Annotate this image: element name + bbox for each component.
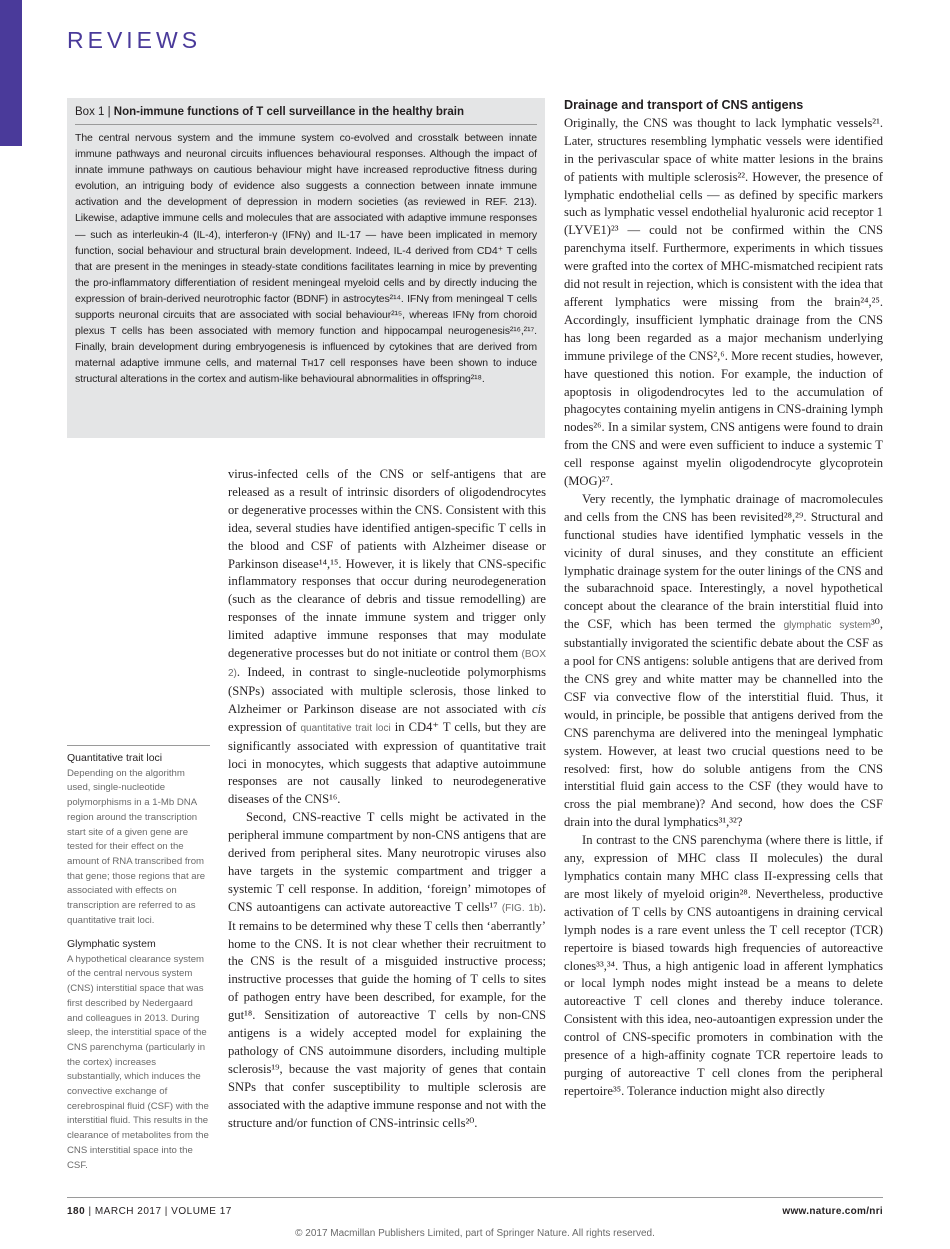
glossary-term: Glymphatic system — [67, 938, 156, 950]
glossary-entry — [67, 751, 210, 928]
glossary-entry — [67, 937, 210, 1173]
section-heading: Drainage and transport of CNS antigens — [564, 98, 804, 112]
box-label: Box 1 | — [75, 106, 114, 118]
box-body: The central nervous system and the immune system co-evolved and crosstalk between innate immune pathways and neuronal circuits influences behavioural responses. Although the impact of innate immune pathways on cautious behaviour might have increased reproductive fitness during evolution, an intriguing body of evidence also suggests a connection between innate immune activation and the development of depression in modern societies (as reviewed in REF. 213). Likewise, adaptive immune cells and molecules that are associated with adaptive immune responses — such as interleukin-4 (IL-4), interferon-γ (IFNγ) and IL-17 — have been implicated in memory function, social behaviour and structural brain development. Indeed, IL-4 derived from CD4⁺ T cells that are present in the meninges in steady-state conditions facilitates learning in mice by preventing the pro-inflammatory differentiation of resident meningeal myeloid cells and by directly inducing the expression of brain-derived neurotrophic factor (BDNF) in astrocytes²¹⁴. IFNγ from meningeal T cells supports neuronal circuits that are associated with social behaviour²¹⁵, whereas IFNγ from choroid plexus T cells has been associated with memory function and hippocampal neurogenesis²¹⁶,²¹⁷. Finally, brain development during embryogenesis is influenced by cytokines that are derived from maternal adaptive immune cells, and maternal Tн17 cell responses have been shown to induce structural alterations in the cortex and autism-like behavioural abnormalities in offspring²¹⁸. — [75, 132, 537, 386]
box-1 — [67, 98, 545, 438]
paragraph: In contrast to the CNS parenchyma (where there is little, if any, expression of MHC class II molecules) the dural lymphatics contain many MHC class II-expressing cells that are most likely of myeloid origin²⁸. Nevertheless, productive activation of T cells by CNS autoantigens in draining cervical lymph nodes is a rare event unless the T cell receptor (TCR) repertoire is biased towards high frequencies of autoreactive clones³³,³⁴. Thus, a high antigenic load in afferent lymphatics or local lymph nodes might instead be a means to delete autoreactive T cell clones and thereby induce tolerance. Consistent with this idea, neo-autoantigen expression under the control of CNS-specific promoters in combination with the presence of a high-affinity cognate TCR repertoire leads to purging of autoreactive T cell clones from the peripheral repertoire³⁵. Tolerance induction might also directly — [564, 833, 883, 1098]
glossary-term: Quantitative trait loci — [67, 752, 163, 764]
paragraph: Originally, the CNS was thought to lack lymphatic vessels²¹. Later, structures resembling lymphatic vessels were identified in the perivascular space of white matter lesions in the brains of patients with multiple sclerosis²². However, the presence of lymphatic endothelial cells — as defined by specific markers such as lymphatic vessel endothelial hyaluronic acid receptor 1 (LYVE1)²³ — could not be confirmed within the CNS parenchyma itself. Furthermore, experiments in which tissues were grafted into the cortex of MHC-mismatched recipient rats did not result in rejection, which is consistent with the idea that afferent lymphatics were missing from the brain²⁴,²⁵. Accordingly, insufficient lymphatic drainage from the CNS has long been regarded as a major mechanism underlying immune privilege of the CNS²,⁶. More recent studies, however, have questioned this notion. For example, the induction of apoptosis in oligodendrocytes led to the accumulation of phagocytes containing myelin antigens in CNS-draining lymph nodes²⁶. In a similar system, CNS antigens were found to drain from the CNS and were even sufficient to induce a systemic T cell response against myelin oligodendrocyte glycoprotein (MOG)²⁷. — [564, 115, 883, 489]
section-color-bar — [0, 0, 22, 146]
glossary-definition: Depending on the algorithm used, single-nucleotide polymorphisms in a 1-Mb DNA region around the transcription start site of a given gene are tested for their effect on the amount of RNA transcribed from that gene; those regions that are associated with effects on transcription are referred to as quantitative trait loci. — [67, 767, 206, 926]
box-title-text: Non-immune functions of T cell surveillance in the healthy brain — [113, 106, 464, 118]
box-reference-link[interactable]: (BOX 2) — [228, 649, 546, 679]
footer-left — [67, 1206, 232, 1217]
glossary-term-link[interactable]: quantitative trait loci — [300, 722, 391, 734]
footer-divider — [67, 1197, 883, 1198]
glossary-definition: A hypothetical clearance system of the central nervous system (CNS) interstitial space that was first described by Nedergaard and colleagues in 2013. During sleep, the interstitial space of the CNS parenchyma (particularly in the cortex) increases substantially, which induces the convective exchange of cerebrospinal fluid (CSF) with the interstitial fluid. This results in the clearance of metabolites from the CNS interstitial space into the CSF. — [67, 953, 209, 1171]
paragraph: Second, CNS-reactive T cells might be activated in the peripheral immune compartment by non-CNS antigens that are derived from peripheral sites. Many neurotropic viruses also have targets in the systemic compartment and trigger a systemic T cell response. In addition, ‘foreign’ mimotopes of CNS autoantigens can activate autoreactive T cells¹⁷ (FIG. 1b). It remains to be determined why these T cells then ‘aberrantly’ home to the CNS. It is not clear whether their recruitment to the CNS is the result of a misguided instructive process; instructive processes that guide the homing of T cells to sites of pathogen entry have been described, for example, for the gut¹⁸. Sensitization of autoreactive T cells by non-CNS antigens is a widely accepted model for explaining the pathology of CNS autoimmune disorders, including multiple sclerosis¹⁹, because the vast majority of genes that contain SNPs that confer susceptibility to multiple sclerosis are associated with the adaptive immune response and not with the structure and/or function of CNS-intrinsic cells²⁰. — [228, 810, 546, 1130]
paragraph: Very recently, the lymphatic drainage of macromolecules and cells from the CNS has been revisited²⁸,²⁹. Structural and functional studies have identified lymphatic vessels in the vicinity of dural sinuses, and they constitute an efficient lymphatic drainage system for the outer linings of the CNS and the subarachnoid space. Interestingly, a novel hypothetical concept about the clearance of the brain interstitial fluid into the CSF, which has been termed the glymphatic system³⁰, substantially invigorated the scientific debate about the CSF as a pool for CNS antigens: soluble antigens that are derived from the CNS grey and white matter may be channelled into the CSF via convective flow of the interstitial fluid. Thus, it would, in principle, be possible that antigens derived from the CNS parenchyma are delivered into the meningeal lymphatic system. However, at least two crucial questions need to be resolved: first, how do soluble antigens from the CNS interstitial fluid gain access to the CSF (they would have to cross the pial membrane)? And second, how does the CSF drain into the dural lymphatics³¹,³²? — [564, 491, 883, 830]
section-label: REVIEWS — [67, 27, 202, 53]
paragraph: virus-infected cells of the CNS or self-antigens that are released as a result of intrinsic disorders of oligodendrocytes or degenerative processes within the CNS. Consistent with this idea, several studies have identified antigen-specific T cells in the blood and CSF of patients with Alzheimer disease or Parkinson disease¹⁴,¹⁵. However, it is likely that CNS-specific inflammatory responses that occur during neurodegeneration (such as the clearance of debris and tissue remodelling) are responses of the innate immune system and trigger only limited adaptive immune responses that may modulate degenerative processes but do not initiate or control them (BOX 2). Indeed, in contrast to single-nucleotide polymorphisms (SNPs) associated with multiple sclerosis, those linked to Alzheimer or Parkinson disease are not associated with cis expression of quantitative trait loci in CD4⁺ T cells, but they are significantly associated with expression of quantitative trait loci in monocytes, which suggests that adaptive autoimmune responses are not causally linked to neurodegenerative diseases of the CNS¹⁶. — [228, 467, 546, 807]
journal-url[interactable]: www.nature.com/nri — [782, 1206, 883, 1217]
issue-info: | MARCH 2017 | VOLUME 17 — [85, 1206, 232, 1217]
right-column — [564, 97, 883, 1101]
box-title — [75, 104, 537, 125]
middle-column — [228, 466, 546, 1133]
copyright: © 2017 Macmillan Publishers Limited, part of Springer Nature. All rights reserved. — [295, 1228, 655, 1239]
glossary-divider — [67, 745, 210, 746]
glossary-term-link[interactable]: glymphatic system — [783, 620, 872, 632]
page-number: 180 — [67, 1206, 86, 1217]
figure-reference-link[interactable]: (FIG. 1b) — [501, 902, 543, 914]
